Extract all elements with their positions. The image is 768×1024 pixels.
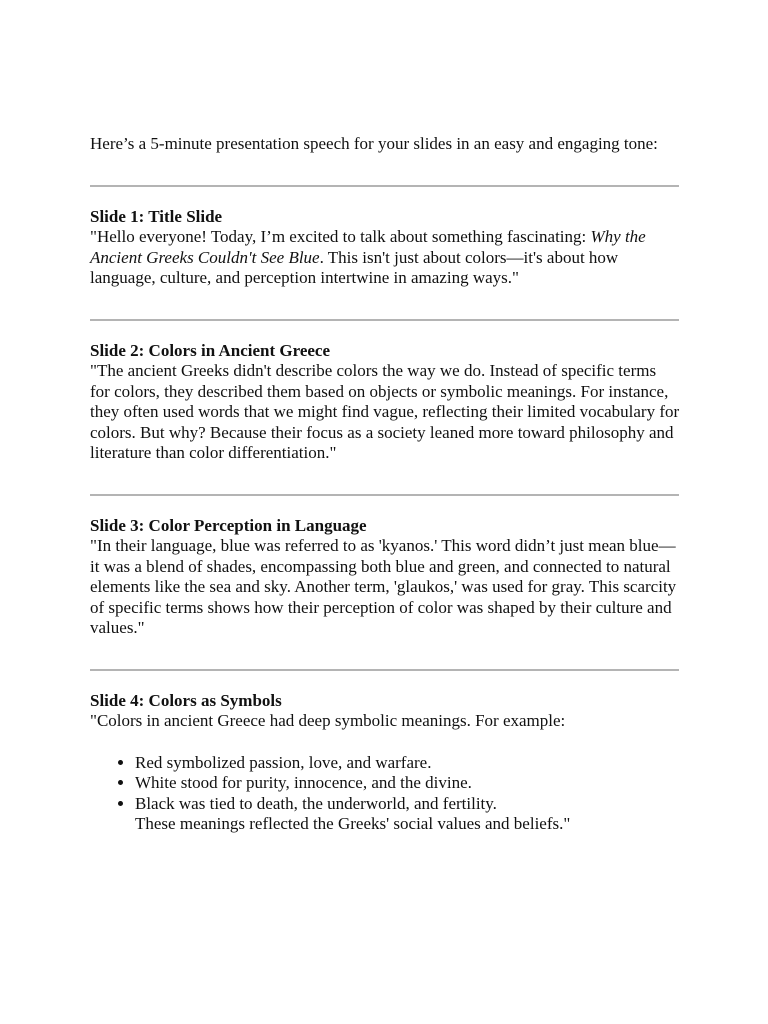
list-item-text: Black was tied to death, the underworld, and fertility. bbox=[135, 793, 497, 813]
slide-1-text-end: . This isn't just about colors—it's about how language, culture, and perception intertwine in amazing ways." bbox=[90, 247, 619, 287]
slide-3-text: "In their language, blue was referred to as 'kyanos.' This word didn’t just mean blue—it was a blend of shades, encompassing both blue and green, and connected to natural elements like the sea and sky. Another term, 'glaukos,' was used for gray. This scarcity of specific terms shows how their perception of color was shaped by their culture and values." bbox=[90, 536, 677, 637]
slide-4-section bbox=[90, 691, 680, 835]
slide-1-italic-title: Why the Ancient Greeks Couldn't See Blue bbox=[90, 227, 646, 267]
divider bbox=[90, 494, 679, 496]
slide-4-heading: Slide 4: Colors as Symbols bbox=[90, 690, 282, 710]
slide-1-heading: Slide 1: Title Slide bbox=[90, 206, 223, 226]
closing-text: These meanings reflected the Greeks' social values and beliefs." bbox=[135, 814, 571, 833]
slide-3-heading: Slide 3: Color Perception in Language bbox=[90, 515, 367, 535]
list-item: • Red symbolized passion, love, and warfare. bbox=[135, 753, 680, 774]
slide-2-heading: Slide 2: Colors in Ancient Greece bbox=[90, 340, 331, 360]
slide-1-section bbox=[90, 207, 680, 289]
divider bbox=[90, 185, 679, 187]
document-page bbox=[90, 134, 680, 865]
slide-1-text-start: "Hello everyone! Today, I’m excited to talk about something fascinating: bbox=[90, 227, 591, 246]
divider bbox=[90, 669, 679, 671]
symbol-list bbox=[90, 753, 680, 835]
list-item bbox=[135, 794, 680, 835]
slide-2-section bbox=[90, 341, 680, 464]
slide-2-text: "The ancient Greeks didn't describe colors the way we do. Instead of specific terms for colors, they described them based on objects or symbolic meanings. For instance, they often used words that we might find vague, reflecting their limited vocabulary for colors. But why? Because their focus as a society leaned more toward philosophy and literature than color differentiation." bbox=[90, 361, 680, 462]
slide-4-text: "Colors in ancient Greece had deep symbolic meanings. For example: bbox=[90, 711, 566, 730]
divider bbox=[90, 319, 679, 321]
intro-text: Here’s a 5-minute presentation speech for your slides in an easy and engaging tone: bbox=[90, 134, 658, 153]
slide-3-section bbox=[90, 516, 680, 639]
slide-1-text bbox=[90, 227, 680, 289]
list-item: • White stood for purity, innocence, and the divine. bbox=[135, 773, 680, 794]
